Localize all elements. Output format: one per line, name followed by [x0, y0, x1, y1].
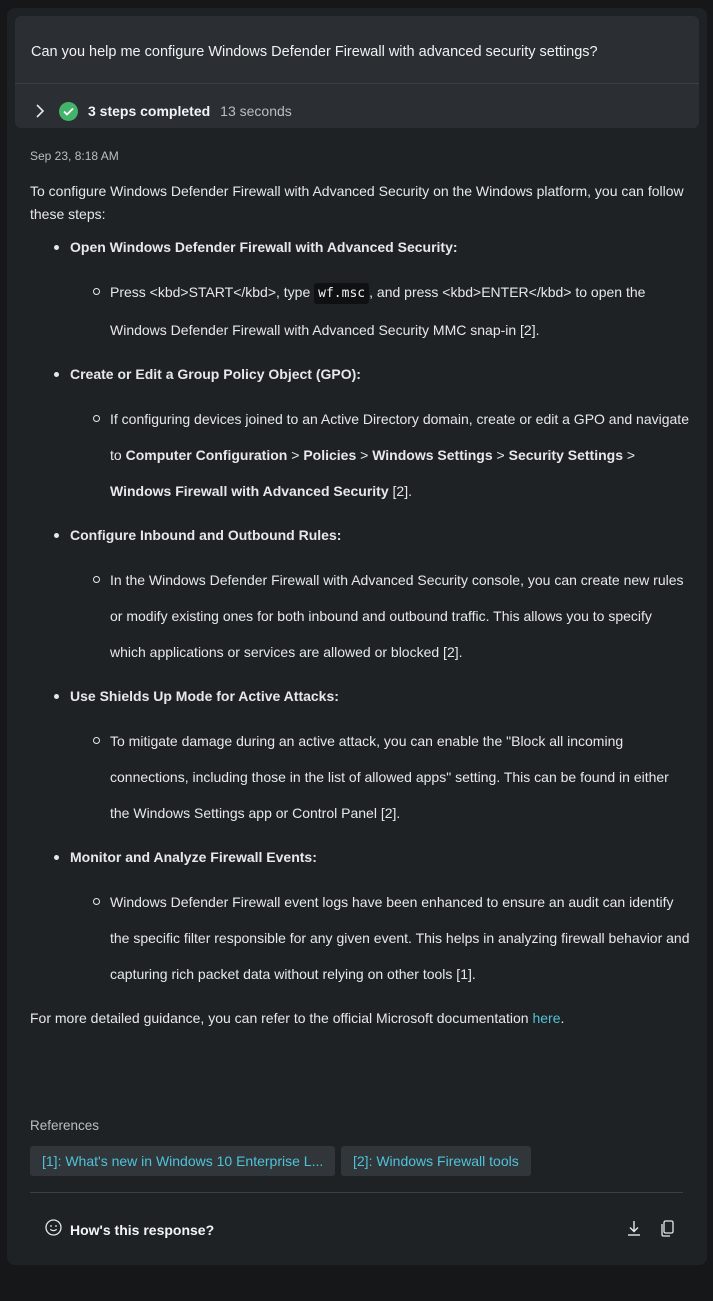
steps-time: 13 seconds [220, 103, 292, 119]
outro-text [30, 1007, 690, 1030]
item-title: Open Windows Defender Firewall with Advanced Security [70, 239, 453, 255]
circle-bullet-icon [93, 737, 100, 744]
documentation-link[interactable]: here [532, 1010, 561, 1026]
path-segment: Security Settings [508, 447, 623, 463]
sub-text: Windows Defender Firewall event logs have been enhanced to ensure an audit can identify the specific filter responsible for any given event. This helps in analyzing firewall behavior and capturing rich packet data without relying on other tools [1]. [110, 894, 690, 982]
bullet-icon [54, 533, 59, 538]
bullet-icon [54, 694, 59, 699]
response-body [30, 180, 690, 1030]
chevron-right-icon[interactable] [31, 102, 49, 120]
sub-text: If configuring devices joined to an Active Directory domain, create or edit a GPO and navigate to [110, 411, 689, 463]
divider [30, 1192, 683, 1193]
item-title: Create or Edit a Group Policy Object (GPO) [70, 366, 357, 382]
path-segment: Windows Settings [372, 447, 493, 463]
circle-bullet-icon [93, 288, 100, 295]
outro-sentence: For more detailed guidance, you can refer to the official Microsoft documentation [30, 1010, 533, 1026]
list-item [30, 363, 690, 509]
path-segment: Computer Configuration [125, 447, 288, 463]
bullet-icon [54, 372, 59, 377]
inline-code: wf.msc [314, 283, 369, 304]
sub-list-item [70, 723, 690, 831]
feedback-button[interactable] [45, 1219, 214, 1241]
bullet-icon [54, 855, 59, 860]
item-colon: : [356, 366, 361, 382]
divider [15, 83, 699, 84]
sub-text: [2]. [388, 483, 412, 499]
path-separator: > [492, 447, 509, 463]
item-title: Configure Inbound and Outbound Rules [70, 527, 337, 543]
steps-list [30, 236, 690, 992]
sub-list-item [70, 274, 690, 348]
list-item [30, 846, 690, 992]
outro-period: . [560, 1010, 565, 1026]
list-item [30, 524, 690, 670]
path-segment: Policies [303, 447, 357, 463]
reference-link-1[interactable]: [1]: What's new in Windows 10 Enterprise L... [30, 1146, 335, 1176]
query-card [15, 16, 699, 128]
user-query: Can you help me configure Windows Defender Firewall with advanced security settings? [31, 44, 598, 60]
list-item [30, 685, 690, 831]
smiley-icon [45, 1219, 62, 1241]
check-circle-icon [59, 102, 78, 121]
list-item [30, 236, 690, 348]
path-separator: > [356, 447, 373, 463]
circle-bullet-icon [93, 415, 100, 422]
path-segment: Windows Firewall with Advanced Security [110, 483, 389, 499]
path-separator: > [287, 447, 304, 463]
circle-bullet-icon [93, 898, 100, 905]
item-colon: : [334, 688, 339, 704]
circle-bullet-icon [93, 576, 100, 583]
timestamp: Sep 23, 8:18 AM [30, 149, 119, 163]
feedback-label: How's this response? [70, 1222, 215, 1238]
intro-text: To configure Windows Defender Firewall with Advanced Security on the Windows platform, you can follow these steps: [30, 183, 684, 222]
path-separator: > [622, 447, 636, 463]
steps-label: 3 steps completed [88, 103, 211, 119]
download-icon[interactable] [624, 1218, 644, 1238]
reference-link-2[interactable]: [2]: Windows Firewall tools [341, 1146, 531, 1176]
bullet-icon [54, 245, 59, 250]
sub-list-item [70, 401, 690, 509]
references-title: References [30, 1118, 100, 1133]
sub-text: Press <kbd>START</kbd>, type [110, 284, 315, 300]
sub-text: To mitigate damage during an active attack, you can enable the "Block all incoming connections, including those in the list of allowed apps" setting. This can be found in either the Windows Settings app or Control Panel [2]. [110, 733, 669, 821]
item-title: Monitor and Analyze Firewall Events: [70, 849, 317, 865]
item-colon: : [452, 239, 458, 255]
sub-text: , and press <kbd>ENTER</kbd> to open the Windows Defender Firewall with Advanced Security MMC snap-in [2]. [110, 284, 646, 338]
sub-text: In the Windows Defender Firewall with Advanced Security console, you can create new rules or modify existing ones for both inbound and outbound traffic. This allows you to specify which applications or services are allowed or blocked [2]. [110, 572, 684, 660]
response-panel [7, 8, 707, 1265]
steps-summary[interactable] [31, 100, 292, 122]
item-colon: : [336, 527, 342, 543]
sub-list-item [70, 884, 690, 992]
item-title: Use Shields Up Mode for Active Attacks [70, 688, 335, 704]
copy-icon[interactable] [657, 1218, 677, 1238]
sub-list-item [70, 562, 690, 670]
